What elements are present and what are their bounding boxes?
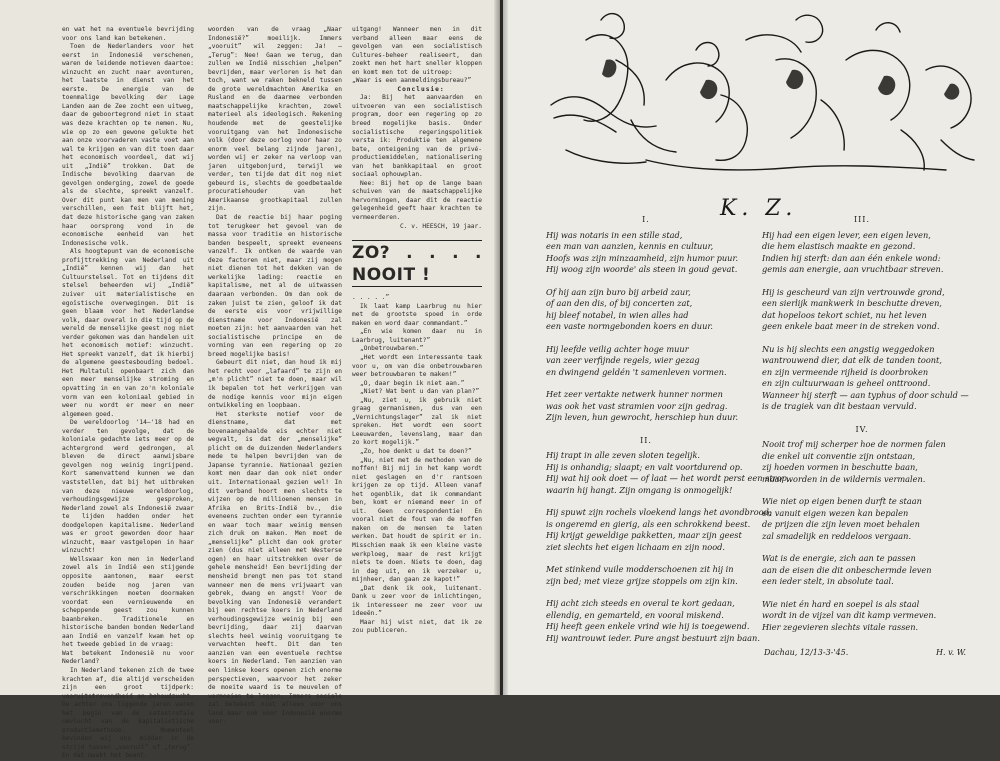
col3-para: „Niet? Wat bent u dan van plan?” bbox=[360, 388, 480, 396]
verse-line: Nu is hij slechts een angstig weggedoken bbox=[762, 343, 935, 354]
verse-line: wantrouwend dier, dat elk de tanden toont, bbox=[762, 355, 942, 365]
col3-para: Ja: Bij het aanvaarden en uitvoeren van een socialistisch program, door een regering op zo breed mogelijke basis. Onder socialistische regeringspolitiek versta ik: Produktie ten algemene bate, onteigening van de privé-productiemiddelen, nationalisering van het bankkapitaal en groot sociaal ophouwplan. bbox=[352, 94, 482, 179]
verse-line: Of hij aan zijn buro bij arbeid zaur, bbox=[546, 286, 691, 297]
verse-line: een vaste normgebonden koers en duur. bbox=[546, 321, 713, 331]
verse-line: Hij wat hij ook doet — of laat — het wordt perst een strop, bbox=[546, 473, 790, 483]
col1-para: Wellswaar kon men in Nederland zowel als in Indië een stijgende opposite aantonen, maar eerst zouden beide nog jaren van verschrikkingen moeten doormaken voordat een vernieuwende en scheppende geest zou kunnen baanbreken. Traditionele en historische banden bonden Nederland aan Indië en vanzelf kwam het op het tweede gebied in de vraag: bbox=[62, 555, 194, 649]
poem-right-column bbox=[762, 214, 969, 644]
section-number: I. bbox=[642, 215, 650, 224]
verse-line: geen enkele baat meer in de streken vond. bbox=[762, 321, 940, 331]
verse-line: wordt in de vijzel van dit kamp vermeven. bbox=[762, 610, 937, 620]
stanza bbox=[546, 564, 746, 587]
col3-para: „Nu, ziet u, ik gebruik niet graag germanismen, dus van een „Vernichtungslager” zal ik niet spreken. Het wordt een soort Leeuwarden, levenslang, maar dan zo kort mogelijk.” bbox=[352, 396, 482, 447]
section-number: II. bbox=[640, 435, 652, 445]
stanza bbox=[762, 439, 962, 485]
col1-para: Wat betekent Indonesië nu voor Nederland? bbox=[62, 649, 194, 666]
verse-line: Hij spuwt zijn rochels vloekend langs het avondbrood; bbox=[546, 507, 772, 517]
verse-line: Hij heeft geen enkele vrind wie hij is toegewend. bbox=[546, 621, 750, 631]
verse-line: of aan den dis, of bij concerten zat, bbox=[546, 298, 693, 308]
col1-para: en wat het na eventuele bevrijding voor ons land kan betekenen. bbox=[62, 26, 194, 42]
verse-line: Nooit trof mij scherper hoe de normen falen bbox=[762, 439, 946, 449]
verse-line: die enkel uit conventie zijn ontstaan, bbox=[762, 450, 916, 461]
verse-line: Het zeer vertakte netwerk hunner normen bbox=[546, 389, 723, 399]
article-signature: C. v. HEESCH, 19 jaar. bbox=[400, 222, 482, 230]
stanza bbox=[762, 230, 962, 276]
stanza bbox=[762, 496, 962, 542]
poem-title: K. Z. bbox=[720, 196, 798, 221]
verse-line: en vanuit eigen wezen kan bepalen bbox=[762, 507, 909, 518]
verse-line: dat hopeloos tekort schiet, nu het leven bbox=[762, 309, 927, 320]
verse-line: Hij acht zich steeds en overal te kort gedaan, bbox=[546, 598, 735, 608]
stanza bbox=[546, 507, 772, 553]
col3-para: Maar hij wist niet, dat ik ze zou publiceren. bbox=[352, 618, 482, 635]
verse-line: Wanneer hij sterft — aan typhus of door schuld — bbox=[762, 389, 969, 400]
verse-line: is de tragiek van dit bestaan vervuld. bbox=[762, 401, 917, 411]
stanza bbox=[546, 287, 746, 333]
verse-line: Wie niet én hard en soepel is als staal bbox=[762, 598, 920, 609]
verse-line: Hij was notaris in een stille stad, bbox=[546, 229, 683, 240]
verse-line: Hij is onhandig; slaapt; en valt voortdurend op. bbox=[546, 461, 743, 472]
verse-line: hij bleef notabel, in wien alles had bbox=[546, 309, 689, 320]
verse-line: maar worden in de wildernis vermalen. bbox=[762, 473, 926, 484]
col2-para: Het sterkste motief voor de dienstname, dat met bovenaangehaalde eis echter niet wegvalt, is dat der „menselijke” plicht om de duizenden Nederlanders mede te helpen bevrijden van de Japanse tyrannie. Nationaal gezien komt men daar dan ook niet onder uit. Internationaal gezien wel! In dit verband hoort men slechts te wijzen op de millioenen mensen in Afrika en Brits-Indië bv., die eveneens zuchten onder een tyrannie en waar toch maar weinig mensen zich druk om maken. Men moet de „menselijke” plicht dan ook groter zien (dus niet alleen met Westerse ogen) en haar uitstrekken over de gehele mensheid! Een bevrijding der mensheid brengt men pas tot stand wanneer men de mens vrijwaart van gebrek, dwang en angst! Voor de bevolking van Indonesië verandert bij een rechtse koers in Nederland verhoudingsgewijze weinig bij een bevrijding, daar zij daarvan slechts heel weinig vooruitgang te verwachten heeft. Dit dan ten aanzien van een eventuele rechtse koers in Nederland. Ten aanzien van een linkse koers openen zich enorme perspectieven, waarvoor het zeker de moeite waard is te meuvelen of vermoeien te leggen. Immers sociale zal betekent niet alleen voor ons land maar ook voor Indonesië enorme voor- bbox=[208, 410, 342, 726]
left-page bbox=[0, 0, 500, 760]
stanza bbox=[762, 553, 962, 588]
col3-para: Nee: Bij het op de lange baan schuiven van de maatschappelijke hervormingen, daar dit de reactie gelegenheid geeft haar krachten te vermeerderen. bbox=[352, 179, 482, 222]
stanza bbox=[546, 598, 760, 644]
stanza bbox=[546, 450, 790, 496]
poem-date-place: Dachau, 12/13-3-'45. bbox=[764, 648, 849, 657]
verse-line: Hoofs was zijn minzaamheid, zijn humor puur. bbox=[546, 252, 739, 263]
verse-line: en zijn cultuurwaan is geheel onttroond. bbox=[762, 378, 931, 388]
verse-line: van zeer verfijnde regels, wier gezag bbox=[546, 355, 700, 365]
col2-para: woorden van de vraag „Naar Indonesië?” moeilijk. Immers „vooruit” wil zeggen: Ja! — „Terug”: Nee! Gaan we terug, dan zullen we Indië misschien „helpen” bevrijden, maar verloren is het dan toch, want we raken bekneld tussen de grote wereldmachten Amerika en Rusland en de daarmee verbonden maatschappelijke krachten, zowel materieel als ideologisch. Rekening houdende met de geestelijke vooruitgang van het Indonesische volk (door deze oorlog voor haar zo enorm veel belang zijnde jaren), worden wij er zeker na verloop van jaren uitgebonjurd, terwijl we verder, ten tijde dat dit nog niet gebeurd is, slechts de goedbetaalde procuratiehouder van het Amerikaanse grootkapitaal zullen zijn. bbox=[208, 26, 342, 213]
poem-author-initials: H. v. W. bbox=[936, 648, 967, 657]
left-column-3 bbox=[352, 26, 482, 636]
stanza bbox=[546, 344, 746, 379]
verse-line: ellendig, en gemarteld, en vooral miskend. bbox=[546, 609, 724, 620]
conclusion-heading: Conclusie: bbox=[397, 85, 445, 93]
col1-para: Als hoogtepunt van de economische profijttrekking van Nederland uit „Indië” kennen wij dan het Cultuurstelsel. Tot en tijdens dit stelsel beheerden wij „Indië” zuiver uit materialistische en egoïstische overwegingen. Dit is geen blaam voor het Nederlandse volk, daar overal in die tijd op de wereld de menselijke geest nog niet verder gekomen was dan handelen uit het economisch motief: winzucht. Het spreekt vanzelf, dat ik hierbij de algemene geestesbouding bedoel. Het Multatuli openbaart zich dan een meer menselijke stroming en opvatting in en van zo'n koloniale vorm van een koloniaal gebied in weer nu wordt er meer en meer algemeen goed. bbox=[62, 248, 194, 418]
verse-line: zijn bed; met vieze grijze stoppels om zijn kin. bbox=[546, 575, 738, 586]
col3-para: „O, daar begin ik niet aan.” bbox=[360, 379, 465, 387]
verse-line: Hij is gescheurd van zijn vertrouwde grond, bbox=[762, 286, 945, 297]
verse-line: waarin hij hangt. Zijn omgang is onmogelijk! bbox=[546, 484, 733, 495]
verse-line: de prijzen die zijn leven moet behalen bbox=[762, 519, 920, 529]
section-number: IV. bbox=[855, 424, 869, 434]
stanza bbox=[762, 599, 962, 634]
verse-line: Hij had een eigen lever, een eigen leven, bbox=[762, 229, 931, 240]
verse-line: Zijn leven, hun gewrocht, herschiep hun duur. bbox=[546, 412, 739, 422]
verse-line: ziet slechts het eigen lichaam en zijn nood. bbox=[546, 541, 725, 552]
section-number: III. bbox=[853, 215, 871, 224]
col3-para: „Onbetrouwbaren.” bbox=[360, 345, 424, 353]
verse-line: die hem elastisch maakte en gezond. bbox=[762, 241, 916, 251]
col3-para: „Het wordt een interessante taak voor u, om van die onbetrouwbaren weer betrouwbaren te maken!” bbox=[352, 353, 482, 379]
col3-para: uitgang! Wanneer men in dit verband alleen maar eens de gevolgen van een socialistisch Cultures-beheer realiseert, dan zoekt men het hart sneller kloppen en komt men tot de uitroep: bbox=[352, 26, 482, 76]
verse-line: Hij woog zijn woorde' als steen in goud gevat. bbox=[546, 264, 738, 274]
left-column-1 bbox=[62, 26, 194, 761]
verse-line: was ook het vast stramien voor zijn gedrag. bbox=[546, 400, 728, 411]
left-column-2 bbox=[208, 26, 342, 727]
verse-line: Wat is de energie, zich aan te passen bbox=[762, 553, 916, 563]
stanza bbox=[546, 230, 746, 276]
verse-line: zal smadelijk en reddeloos vergaan. bbox=[762, 530, 912, 541]
col2-para: Dat de reactie bij haar poging tot terugkeer het gevoel van de massa voor traditie en historische banden bespeelt, spreekt eveneens vanzelf. Ik ontken de waarde van deze factoren niet, maar zij mogen niet dienen tot het dekken van de werkelijke lading: reactie en kapitalisme, met al de uitwassen daaraan verbonden. Om dan ook de zaken juist te zien, geloof ik dat de eerste eis voor vrijwillige dienstname voor Indonesië zal moeten zijn: het aanvaarden van het socialistische principe en de vorming van een regering op zo breed mogelijke basis! bbox=[208, 214, 342, 358]
verse-line: een sierlijk mankwerk in beschutte dreven, bbox=[762, 298, 942, 308]
verse-line: Wie niet op eigen benen durft te staan bbox=[762, 496, 922, 506]
verse-line: en zijn vermeende rijheid is doorbroken bbox=[762, 366, 929, 377]
col3-para: „Dat denk ik ook, luitenant. Dank u zeer voor de inlichtingen, ik interesseer me zeer voor uw ideeën.” bbox=[352, 584, 482, 618]
verse-line: Hij trapt in alle zeven sloten tegelijk. bbox=[546, 450, 701, 460]
stanza bbox=[762, 287, 962, 333]
verse-line: en dwingend geldén 't samenleven vormen. bbox=[546, 366, 727, 377]
article-2-title: ZO? . . . . NOOIT ! bbox=[352, 240, 482, 287]
article-2-dots: . . . . .” bbox=[352, 294, 390, 302]
verse-line: aan de eisen die dit onbeschermde leven bbox=[762, 564, 932, 575]
verse-line: een ieder stelt, in absolute taal. bbox=[762, 576, 894, 586]
col1-para: Toen de Nederlanders voor het eerst in Indonesië verschenen, waren de leidende motieven daartoe: winzucht en zucht naar avonturen, het laatste in dienst van het eerste. De energie van de toenmalige bevolking der Lage Landen aan de Zee zocht een uitweg, daar de geboortegrond niet in staat was deze krachten op te nemen. Nu, wie op zo een gewone gelukte het aan onze voorvaderen vaste voet aan wal te krijgen en van dit toen daar het economisch voordeel, dat wij uit „Indië” trokken. Dat de Indische bevolking daarvan de gevolgen onderging, zowel de goede als de slechte, spreekt vanzelf. Over dit punt kan men van mening verschillen, een feit blijft het, dat deze historische gang van zaken haar oorsprong vond in de economische eenheid van het Indonesische volk. bbox=[62, 43, 194, 247]
col1-para: In Nederland tekenen zich de twee krachten af, die altijd verscheiden zijn een groot tijdperk: vooruitstrevendheid en behoudzucht. De achter ons liggende jaren waren het begin van de catastrofale omvlucht van de kapitalistische productiemethode. Momenteel bevinden wij ons midden in de strijd tussen „vooruit” of „terug”. En dat maakt het beant- bbox=[62, 667, 194, 760]
col3-para: „Zo, hoe denkt u dat te doen?” bbox=[360, 447, 472, 455]
verse-line: gemis aan energie, aan vruchtbaar streven. bbox=[762, 264, 944, 274]
stanza bbox=[762, 343, 969, 413]
verse-line: Hij leefde veilig achter hoge muur bbox=[546, 343, 689, 354]
col3-para: „En wie komen daar nu in Laarbrug, luitenant?” bbox=[352, 328, 482, 344]
verse-line: Hier zegevieren slechts vitale rassen. bbox=[762, 621, 919, 632]
col3-para: „Nu, niet met de methoden van de moffen! Bij mij in het kamp wordt niet geslagen en d'r rantsoen krijgen ze op tijd. Alleen vanaf het ogenblik, dat ik commandant ben, komt er niemand meer in of uit. Geen correspondentie! En vooral niet de fout van de moffen maken om de mensen te laten werken. Dat houdt de spirit er in. Misschien maak ik een kleine vaste werkploeg, maar de rest krijgt niets te doen. Niets te doen, dag in dag uit, en ik verzeker u, mijnheer, dan gaan ze kapot!” bbox=[352, 456, 482, 584]
col3-para: „Waar is een aanmeldingsbureau?” bbox=[352, 77, 472, 85]
book-gutter bbox=[494, 0, 508, 695]
col3-para: Ik laat kamp Laarbrug nu hier met de grootste spoed in orde maken en word daar commandant.” bbox=[352, 302, 482, 327]
camp-illustration bbox=[546, 0, 976, 180]
stanza bbox=[546, 389, 746, 424]
verse-line: zij hoeden vormen in beschutte baan, bbox=[762, 462, 918, 472]
verse-line: Hij wantrouwt ieder. Pure angst bestuurt zijn baan. bbox=[546, 632, 760, 643]
verse-line: Met stinkend vuile modderschoenen zit hij in bbox=[546, 564, 734, 574]
verse-line: Hij krijgt geweldige pakketten, maar zijn geest bbox=[546, 530, 742, 540]
col2-para: Gebeurt dit niet, dan houd ik mij het recht voor „lafaard” te zijn en „m'n plicht” niet te doen, maar wil ik bepalen tot het verkrijgen van de nodige kennis voor mijn eigen ontwikkeling en loopbaan. bbox=[208, 359, 342, 410]
verse-line: is ongeremd en gierig, als een schrokkend beest. bbox=[546, 518, 751, 529]
col1-para: De wereldoorlog '14—'18 had en verder ten gevolge, dat de koloniale gedachte iets meer op de achtergrond werd gedrongen, al bleven de direct aanwijsbare gevolgen nog weinig ingrijpend. Kort samenvattend kunnen we dan vaststellen, dat bij het uitbreken van deze nieuwe wereldoorlog, verhoudingsgewijze gesproken, Nederland zowel als Indonesië zwaar te lijden hadden onder het doodgelopen kapitalisme. Nederland was er groot geworden door haar winzucht, maar vastgelopen in haar winzucht! bbox=[62, 419, 194, 555]
verse-line: een man van aanzien, kennis en cultuur, bbox=[546, 241, 714, 251]
verse-line: Indien hij sterft: dan aan één enkele wond: bbox=[762, 252, 941, 263]
poem-left-column bbox=[546, 214, 790, 655]
